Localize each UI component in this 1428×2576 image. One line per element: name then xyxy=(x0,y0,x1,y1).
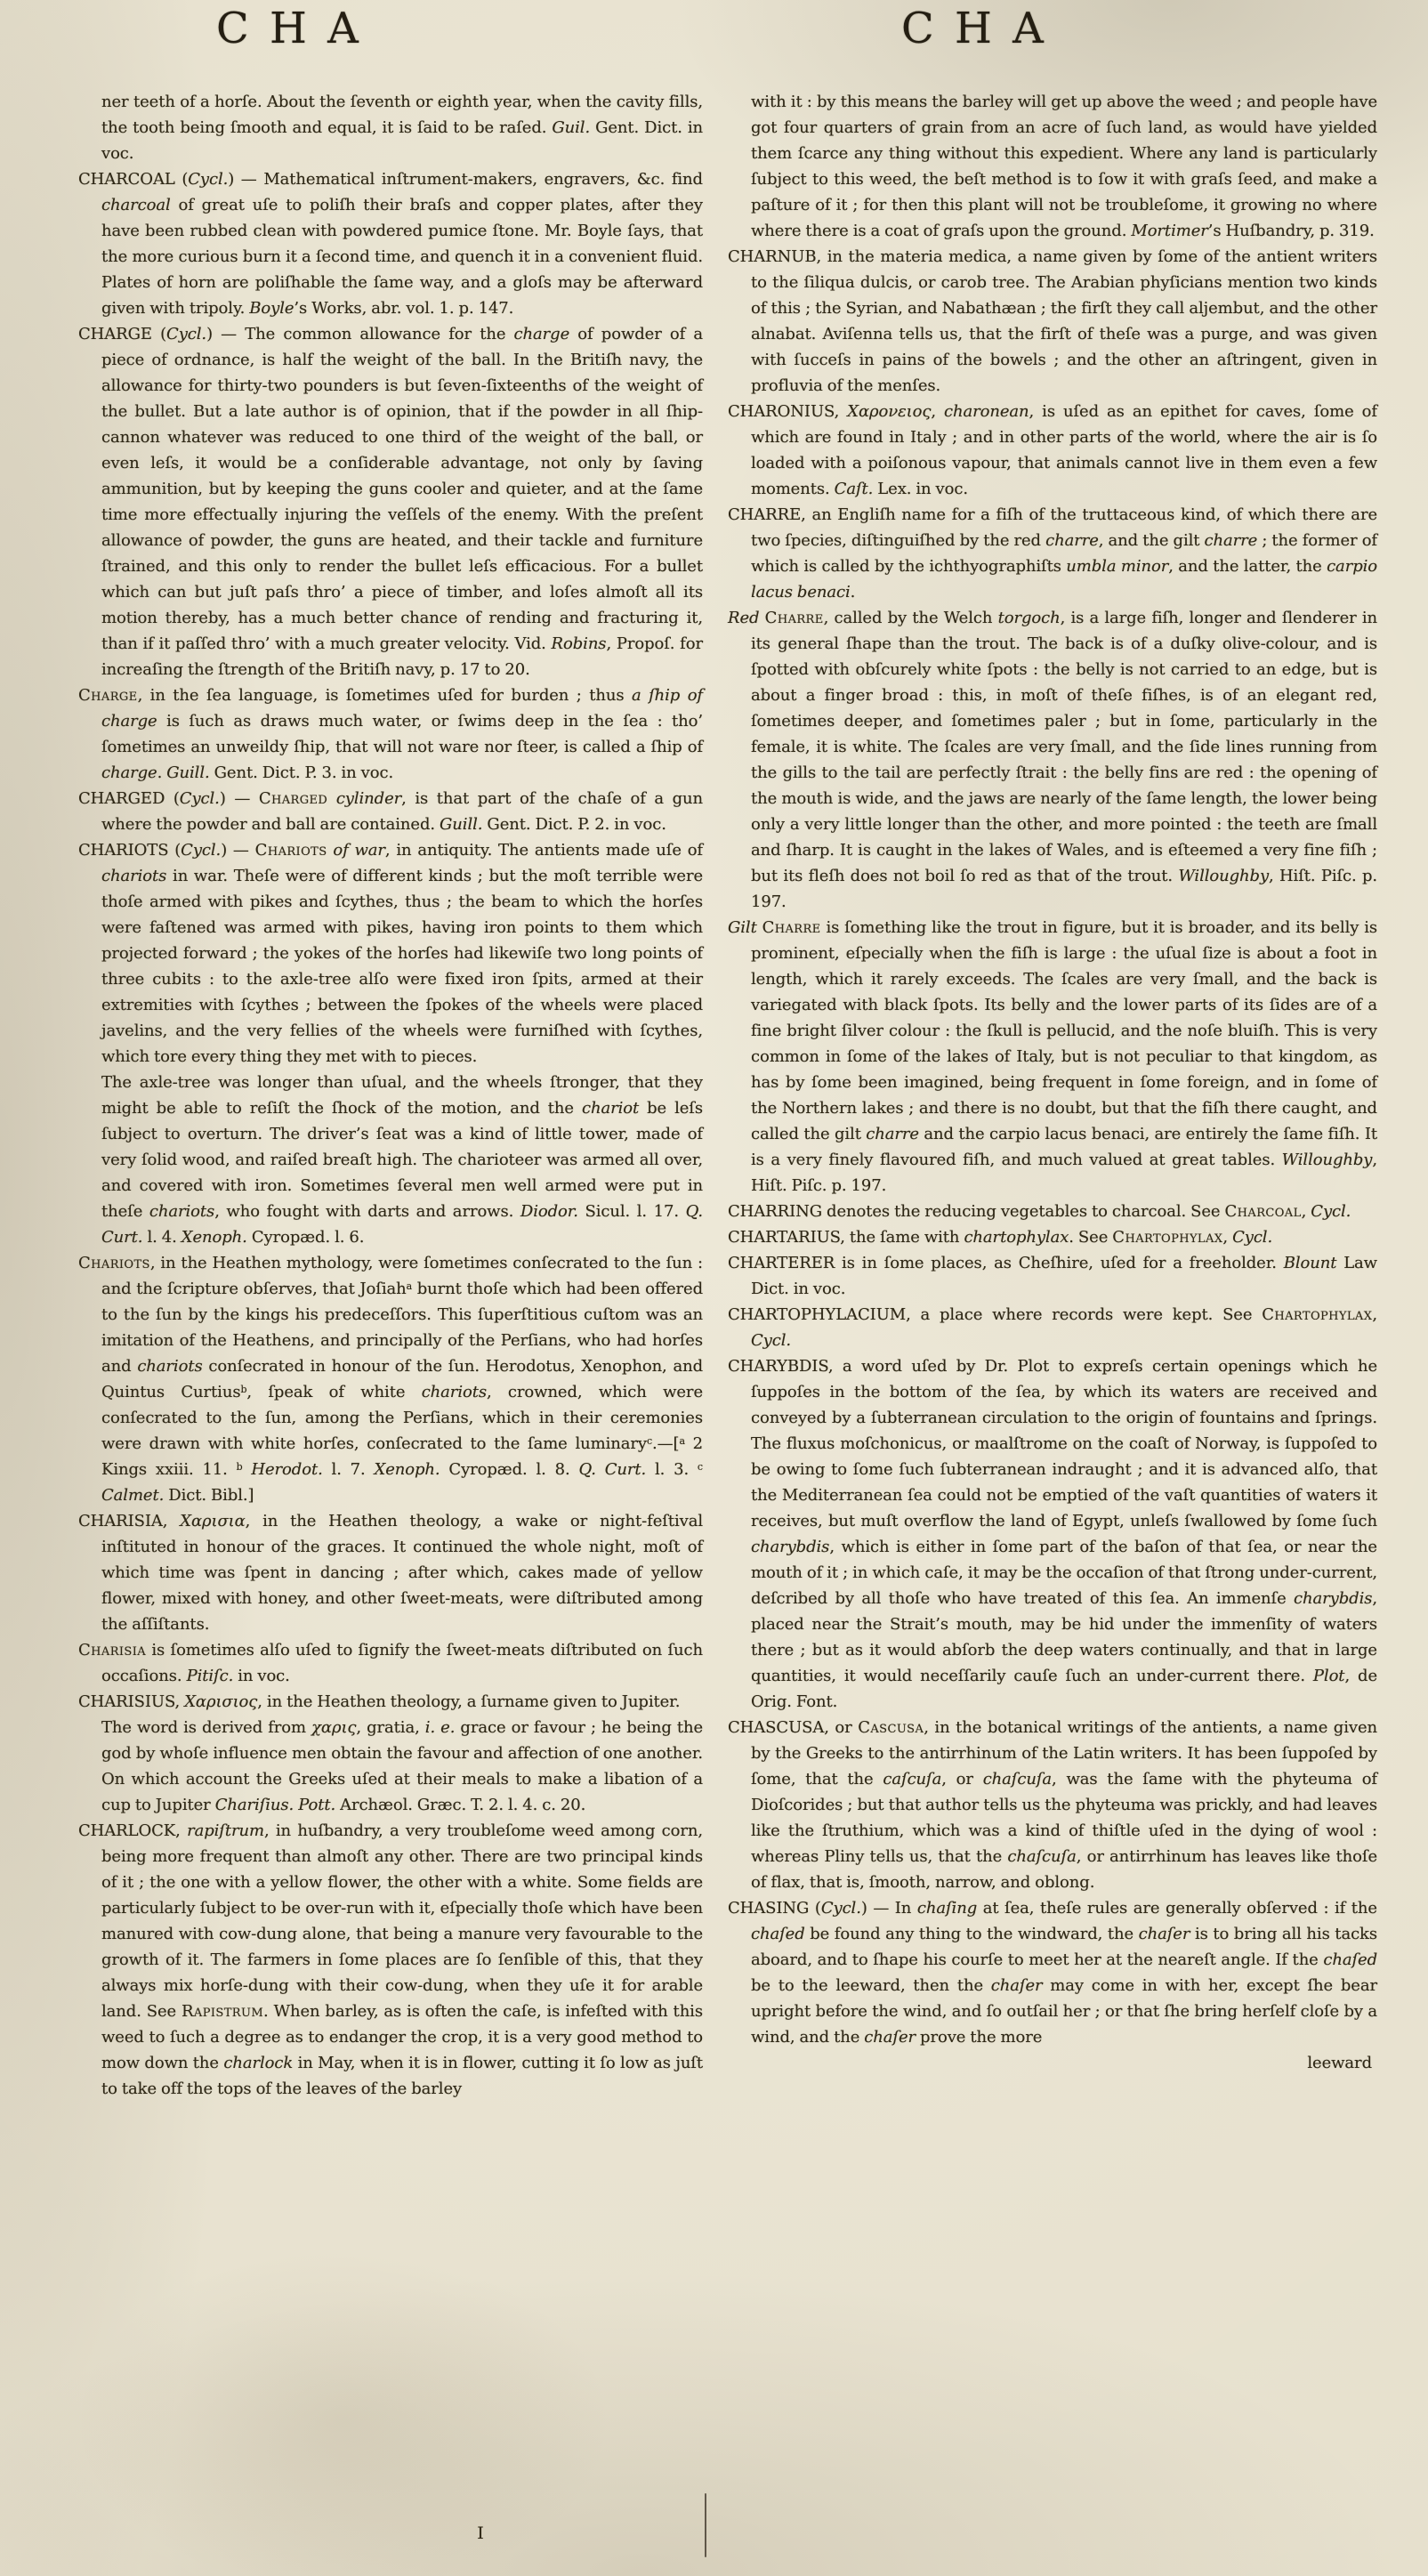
entry-chascusa: CHASCUSA, or Cascusa, in the botanical writings of the antients, a name given by the Greeks to the antirrhinum of the Latin writers. It has been ſuppoſed by ſome, that the caſcuſa, or chaſcuſa, was the ſame with the phyteuma of Dioſcorides ; but that author tells us the phyteuma was prickly, and had leaves like the ſtruthium, which was a kind of thiſtle uſed in the dying of wool : whereas Pliny tells us, that the chaſcuſa, or antirrhinum has leaves like thoſe of flax, that is, ſmooth, narrow, and oblong. xyxy=(728,1718,1377,1892)
entry-chariots-mythology: Chariots, in the Heathen mythology, were ſometimes conſecrated to the ſun : and the ſcripture obſerves, that Joſiah$^a$ burnt thoſe which had been offered to the ſun by the kings his predeceſſors. This ſuperſtitious cuſtom was an imitation of the Heathens, and principally of the Perſians, who had horſes and chariots conſecrated in honour of the ſun. Herodotus, Xenophon, and Quintus Curtius$^b$, ſpeak of white chariots, crowned, which were conſecrated to the ſun, among the Perſians, which in their ceremonies were drawn with white horſes, conſecrated to the ſame luminary$^c$.—[$^a$ 2 Kings xxiii. 11. $^b$ Herodot. l. 7. Xenoph. Cyropæd. l. 8. Q. Curt. l. 3. $^c$ Calmet. Dict. Bibl.] xyxy=(78,1254,704,1505)
entry-charged: CHARGED (Cycl.) — Charged cylinder, is that part of the chaſe of a gun where the powder and ball are contained. Guill. Gent. Dict. P. 2. in voc. xyxy=(78,789,704,834)
entry-charisia-2: Charisia is ſometimes alſo uſed to ſignify the ſweet-meats diſtributed on ſuch occaſions. Pitiſc. in voc. xyxy=(78,1641,703,1685)
left-column xyxy=(78,89,703,2102)
entry-gilt-charre: Gilt Charre is ſomething like the trout in figure, but it is broader, and its belly is prominent, eſpecially when the fiſh is large : the uſual ſize is about a foot in length, which it rarely exceeds. The ſcales are very ſmall, and the back is variegated with black ſpots. Its belly and the lower parts of its ſides are of a fine bright ſilver colour : the ſkull is pellucid, and the noſe bluiſh. This is very common in ſome of the lakes of Italy, but is not peculiar to that kingdom, as has by ſome been imagined, being frequent in ſome foreign, and in ſome of the Northern lakes ; and there is no doubt, but that the fiſh there caught, and called the gilt charre and the carpio lacus benaci, are entirely the ſame fiſh. It is a very finely flavoured fiſh, and much valued at great tables. Willoughby, Hiſt. Piſc. p. 197. xyxy=(728,918,1377,1195)
entry-charlock: CHARLOCK, rapiſtrum, in huſbandry, a very troubleſome weed among corn, being more frequent than almoſt any other. There are two principal kinds of it ; the one with a yellow flower, the other with a white. Some fields are particularly ſubject to be over-run with it, eſpecially thoſe which have been manured with cow-dung alone, that being a manure very favourable to the growth of it. The farmers in ſome places are ſo ſenſible of this, that they always mix horſe-dung with their cow-dung, when they uſe it for arable land. See Rapistrum. When barley, as is often the caſe, is infeſted with this weed to ſuch a degree as to endanger the crop, it is a very good method to mow down the charlock in May, when it is in flower, cutting it ſo low as juſt to take off the tops of the leaves of the barley xyxy=(78,1821,704,2098)
entry-charre: CHARRE, an Engliſh name for a fiſh of the truttaceous kind, of which there are two ſpecies, diſtinguiſhed by the red charre, and the gilt charre ; the former of which is called by the ichthyographiſts umbla minor, and the latter, the carpio lacus benaci. xyxy=(728,505,1378,602)
entry-chasing: CHASING (Cycl.) — In chaſing at ſea, theſe rules are generally obſerved : if the chaſed be found any thing to the windward, the chaſer is to bring all his tacks aboard, and to ſhape his courſe to meet her at the neareſt angle. If the chaſed be to the leeward, then the chaſer may come in with her, except ſhe bear upright before the wind, and ſo outſail her ; or that ſhe bring herſelf cloſe by a wind, and the chaſer prove the more xyxy=(728,1899,1377,2047)
entry-chariots-of-war: CHARIOTS (Cycl.) — Chariots of war, in antiquity. The antients made uſe of chariots in war. Theſe were of different kinds ; but the moſt terrible were thoſe armed with pikes and ſcythes, thus ; the beam to which the horſes were faſtened was armed with pikes, having iron points to them which projected forward ; the yokes of the horſes had likewiſe two long points of three cubits : to the axle-tree alſo were fixed iron ſpits, armed at their extremities with ſcythes ; between the ſpokes of the wheels were placed javelins, and the very fellies of the wheels were furniſhed with ſcythes, which tore every thing they met with to pieces. xyxy=(78,841,703,1066)
entry-charisius-paragraph-2: The word is derived from χαρις, gratia, i. e. grace or favour ; he being the god by whoſe influence men obtain the favour and affection of one another. On which account the Greeks uſed at their meals to make a libation of a cup to Jupiter Chariſius. Pott. Archæol. Græc. T. 2. l. 4. c. 20. xyxy=(101,1718,703,1814)
entry-charge: CHARGE (Cycl.) — The common allowance for the charge of powder of a piece of ordnance, is half the weight of the ball. In the Britiſh navy, the allowance for thirty-two pounders is but ſeven-ſixteenths of the weight of the bullet. But a late author is of opinion, that if the powder in all ſhip-cannon whatever was reduced to one third of the weight of the ball, or even leſs, it would be a conſiderable advantage, not only by ſaving ammunition, but by keeping the guns cooler and quieter, and at the ſame time more effectually injuring the veſſels of the enemy. With the preſent allowance of powder, the guns are heated, and their tackle and furniture ſtrained, and this only to render the bullet leſs efficacious. For a bullet which can but juſt paſs thro’ a piece of timber, and loſes almoſt all its motion thereby, has a much better chance of rending and fracturing it, than if it paſſed thro’ with a much greater velocity. Vid. Robins, Propoſ. for increaſing the ſtrength of the Britiſh navy, p. 17 to 20. xyxy=(78,325,703,679)
entry-charnub: CHARNUB, in the materia medica, a name given by ſome of the antient writers to the ſiliqua dulcis, or carob tree. The Arabian phyſicians mention two kinds of this ; the Syrian, and Nabathæan ; the firſt they call aljembut, and the other alnabat. Aviſenna tells us, that the firſt of theſe was a purge, and was given with ſucceſs in pains of the bowels ; and the other an aſtringent, given in profluvia of the menſes. xyxy=(728,247,1377,395)
entry-charcoal: CHARCOAL (Cycl.) — Mathematical inſtrument-makers, engravers, &c. find charcoal of great uſe to poliſh their braſs and copper plates, after they have been rubbed clean with powdered pumice ſtone. Mr. Boyle ſays, that the more curious burn it a ſecond time, and quench it in a convenient fluid. Plates of horn are poliſhable the ſame way, and a gloſs may be afterward given with tripoly. Boyle’s Works, abr. vol. 1. p. 147. xyxy=(78,170,703,318)
entry-charisia: CHARISIA, Χαρισια, in the Heathen theology, a wake or night-feſtival inſtituted in honour of the graces. It continued the whole night, moſt of which time was ſpent in dancing ; after which, cakes made of yellow flower, mixed with honey, and other ſweet-meats, were diſtributed among the aſſiſtants. xyxy=(78,1512,703,1634)
running-head-left: C H A xyxy=(216,4,362,53)
continuation-from-previous-page: ner teeth of a horſe. About the ſeventh or eighth year, when the cavity fills, the tooth being ſmooth and equal, it is ſaid to be raſed. Guil. Gent. Dict. in voc. xyxy=(101,93,703,163)
catchword: leeward xyxy=(1307,2054,1372,2072)
right-column xyxy=(728,89,1377,2076)
continuation-charlock: with it : by this means the barley will get up above the weed ; and people have got four quarters of grain from an acre of ſuch land, as would have yielded them ſcarce any thing without this expedient. Where any land is particularly ſubject to this weed, the beſt method is to ſow it with graſs ſeed, and make a paſture of it ; for then this plant will not be troubleſome, it growing no where where there is a coat of graſs upon the ground. Mortimer’s Huſbandry, p. 319. xyxy=(751,93,1377,240)
entry-charisius: CHARISIUS, Χαρισιος, in the Heathen theology, a ſurname given to Jupiter. xyxy=(78,1692,681,1711)
entry-chariots-of-war-paragraph-2: The axle-tree was longer than uſual, and the wheels ſtronger, that they might be able to reſiſt the ſhock of the motion, and the chariot be leſs ſubject to overturn. The driver’s ſeat was a kind of little tower, made of very ſolid wood, and raiſed breaſt high. The charioteer was armed all over, and covered with iron. Sometimes ſeveral men well armed were put in theſe chariots, who fought with darts and arrows. Diodor. Sicul. l. 17. Q. Curt. l. 4. Xenoph. Cyropæd. l. 6. xyxy=(101,1073,703,1247)
entry-charterer: CHARTERER is in ſome places, as Cheſhire, uſed for a freeholder. Blount Law Dict. in voc. xyxy=(728,1254,1377,1298)
entry-chartophylacium: CHARTOPHYLACIUM, a place where records were kept. See Chartophylax, Cycl. xyxy=(728,1305,1377,1350)
entry-charge-sea-language: Charge, in the ſea language, is ſometimes uſed for burden ; thus a ſhip of charge is ſuch as draws much water, or ſwims deep in the ſea : tho’ ſometimes an unweildy ſhip, that will not ware nor ſteer, is called a ſhip of charge. Guill. Gent. Dict. P. 3. in voc. xyxy=(78,686,703,782)
column-divider-rule xyxy=(705,2493,706,2557)
entry-chartarius: CHARTARIUS, the ſame with chartophylax. See Chartophylax, Cycl. xyxy=(728,1228,1273,1247)
entry-red-charre: Red Charre, called by the Welch torgoch, is a large fiſh, longer and ſlenderer in its general ſhape than the trout. The back is of a duſky olive-colour, and is ſpotted with obſcurely white ſpots : the belly is not carried to an edge, but is about a finger broad : this, in moſt of theſe fiſhes, is of an elegant red, ſometimes deeper, and ſometimes paler ; but in ſome, particularly in the female, it is white. The ſcales are very ſmall, and the ſide lines running from the gills to the tail are perfectly ſtrait : the belly fins are red : the opening of the mouth is wide, and the jaws are nearly of the ſame length, the lower being only a very little longer than the other, and more pointed : the teeth are ſmall and ſharp. It is caught in the lakes of Wales, and is eſteemed a very fine fiſh ; but its fleſh does not boil ſo red as that of the trout. Willoughby, Hiſt. Piſc. p. 197. xyxy=(728,609,1377,911)
entry-charring: CHARRING denotes the reducing vegetables to charcoal. See Charcoal, Cycl. xyxy=(728,1202,1351,1221)
running-head-right: C H A xyxy=(901,4,1047,53)
signature-mark: I xyxy=(477,2524,484,2543)
entry-charonius: CHARONIUS, Χαρονειος, charonean, is uſed as an epithet for caves, ſome of which are found in Italy ; and in other parts of the world, where the air is ſo loaded with a poiſonous vapour, that animals cannot live in them even a few moments. Caſt. Lex. in voc. xyxy=(728,402,1377,498)
entry-charybdis: CHARYBDIS, a word uſed by Dr. Plot to expreſs certain openings which he ſuppoſes in the bottom of the ſea, by which its waters are received and conveyed by a ſubterranean circulation to the origin of fountains and ſprings. The fluxus moſchonicus, or maalſtrome on the coaſt of Norway, is ſuppoſed to be owing to ſome ſuch ſubterranean indraught ; and it is advanced alſo, that the Mediterranean ſea could not be emptied of the vaſt quantities of waters it receives, but muſt overflow the land of Egypt, unleſs ſwallowed by ſome ſuch charybdis, which is either in ſome part of the baſon of that ſea, or near the mouth of it ; in which caſe, it may be the occaſion of that ſtrong under-current, deſcribed by all thoſe who have treated of this ſea. An immenſe charybdis, placed near the Strait’s mouth, may be hid under the immenſity of waters there ; but as it would abſorb the deep waters continually, and that in large quantities, it would neceſſarily cauſe ſuch an under-current there. Plot, de Orig. Font. xyxy=(728,1357,1377,1711)
